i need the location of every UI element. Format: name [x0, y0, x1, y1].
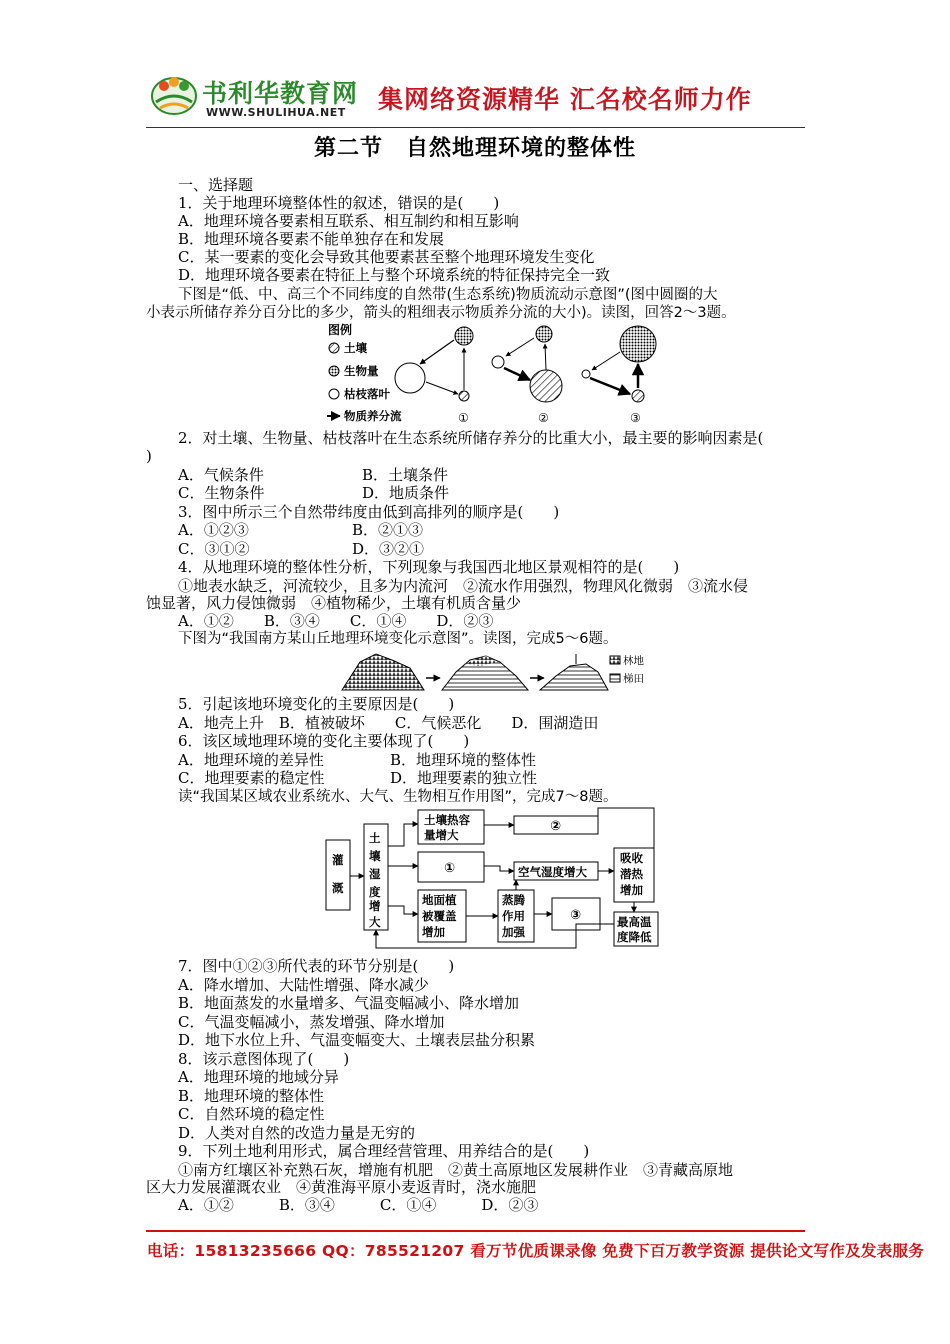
q2-stem-line1: 2．对土壤、生物量、枯枝落叶在生态系统所储存养分的比重大小，最主要的影响因素是( [178, 429, 764, 447]
evap-1: 蒸腾 [502, 893, 525, 907]
header-divider [146, 127, 805, 128]
brand-url[interactable]: WWW.SHULIHUA.NET [206, 106, 346, 119]
legend-terrace-swatch [610, 674, 620, 682]
legend-biomass: 生物量 [344, 364, 379, 378]
hill-1 [342, 654, 424, 690]
q7-option-a: A．降水增加、大陆性增强、降水减少 [178, 976, 429, 994]
soil-moisture-6: 大 [369, 915, 381, 929]
q1-option-b: B．地理环境各要素不能单独存在和发展 [178, 230, 445, 248]
q3-option-c: C．③①② [178, 540, 250, 558]
q1-option-a: A．地理环境各要素相互联系、相互制约和相互影响 [178, 212, 519, 230]
q9-options: A．①② B．③④ C．①④ D．②③ [178, 1196, 539, 1214]
brand-name: 书利华教育网 [202, 79, 359, 108]
d2-litter-circle [492, 356, 504, 368]
d1-litter-circle [395, 363, 425, 393]
soil-moisture-1: 土 [369, 831, 381, 845]
q8-option-b: B．地理环境的整体性 [178, 1087, 325, 1105]
q8-stem: 8．该示意图体现了( ) [178, 1050, 350, 1068]
q7-option-b: B．地面蒸发的水量增多、气温变幅减小、降水增加 [178, 994, 520, 1012]
legend-title: 图例 [328, 323, 353, 337]
q9-items-line2: 区大力发展灌溉农业 ④黄淮海平原小麦返青时，浇水施肥 [146, 1178, 537, 1196]
d2-soil-circle [530, 370, 562, 402]
d3-litter-circle [582, 370, 590, 378]
hill-change-figure [340, 648, 652, 694]
q7-option-d: D．地下水位上升、气温变幅变大、土壤表层盐分积累 [178, 1031, 536, 1049]
q4-options: A．①② B．③④ C．①④ D．②③ [178, 612, 494, 630]
veg-1: 地面植 [422, 893, 457, 907]
q8-option-a: A．地理环境的地域分异 [178, 1068, 339, 1086]
irrigation-2: 溉 [332, 881, 344, 895]
q3-option-b: B．②①③ [352, 521, 424, 539]
c3-label: ③ [570, 908, 582, 923]
q1-stem: 1．关于地理环境整体性的叙述，错误的是( ) [178, 194, 500, 212]
q9-items-line1: ①南方红壤区补充熟石灰，增施有机肥 ②黄土高原地区发展耕作业 ③青藏高原地 [178, 1161, 734, 1179]
q4-stem: 4．从地理环境的整体性分析，下列现象与我国西北地区景观相符的是( ) [178, 558, 680, 576]
hill-3 [540, 664, 608, 690]
absorb-3: 增加 [620, 883, 643, 897]
c1-label: ① [444, 861, 456, 876]
legend-terrace: 梯田 [623, 673, 644, 685]
q3-option-a: A．①②③ [178, 521, 249, 539]
d2-biomass-circle [536, 326, 552, 342]
q8-option-c: C．自然环境的稳定性 [178, 1105, 325, 1123]
legend-flow: 物质养分流 [344, 409, 402, 423]
d1-label: ① [458, 411, 469, 425]
veg-2: 被覆盖 [422, 909, 457, 923]
soil-moisture-3: 湿 [369, 867, 381, 881]
q4-items-line1: ①地表水缺乏，河流较少，且多为内流河 ②流水作用强烈，物理风化微弱 ③流水侵 [178, 577, 749, 595]
header-slogan: 集网络资源精华 汇名校名师力作 [378, 85, 752, 114]
evap-2: 作用 [502, 909, 525, 923]
page-title: 第二节 自然地理环境的整体性 [313, 136, 636, 161]
q7-stem: 7．图中①②③所代表的环节分别是( ) [178, 957, 455, 975]
q6-option-d: D．地理要素的独立性 [390, 769, 538, 787]
d1-biomass-circle [455, 327, 473, 345]
footer-divider [146, 1230, 805, 1232]
box-irrigation [326, 840, 350, 910]
q6-option-b: B．地理环境的整体性 [390, 751, 537, 769]
q6-option-c: C．地理要素的稳定性 [178, 769, 325, 787]
q8-option-d: D．人类对自然的改造力量是无穷的 [178, 1124, 416, 1142]
d1-soil-circle [459, 391, 469, 401]
intro-78: 读“我国某区域农业系统水、大气、生物相互作用图”，完成7～8题。 [178, 789, 618, 805]
maxtemp-2: 度降低 [617, 930, 652, 944]
q2-stem-line2: ) [146, 447, 152, 465]
intro-23-line1: 下图是“低、中、高三个不同纬度的自然带(生态系统)物质流动示意图”(图中圆圈的大 [178, 287, 718, 303]
q5-stem: 5．引起该地环境变化的主要原因是( ) [178, 695, 455, 713]
soil-moisture-2: 壤 [369, 849, 381, 863]
d3-soil-circle [632, 390, 644, 402]
irrigation-1: 灌 [332, 853, 344, 867]
section-heading: 一、选择题 [178, 176, 254, 194]
d2-label: ② [538, 411, 549, 425]
legend-forest: 林地 [623, 655, 644, 667]
soil-moisture-5: 增 [369, 899, 381, 913]
legend-biomass-swatch [329, 366, 339, 376]
logo-emblem-icon [150, 72, 198, 116]
q3-stem: 3．图中所示三个自然带纬度由低到高排列的顺序是( ) [178, 503, 560, 521]
legend-soil-swatch [329, 343, 339, 353]
q2-option-b: B．土壤条件 [362, 466, 449, 484]
q6-stem: 6．该区域地理环境的变化主要体现了( ) [178, 732, 470, 750]
q6-option-a: A．地理环境的差异性 [178, 751, 324, 769]
intro-23-line2: 小表示所储存养分百分比的多少，箭头的粗细表示物质养分流的大小)。读图，回答2～3题。 [146, 305, 736, 321]
c2-label: ② [550, 819, 562, 834]
q2-option-d: D．地质条件 [362, 484, 450, 502]
absorb-2: 潜热 [620, 867, 643, 881]
site-logo [150, 68, 370, 124]
legend-litter-swatch [329, 389, 339, 399]
q1-option-c: C．某一要素的变化会导致其他要素甚至整个地理环境发生变化 [178, 248, 595, 266]
intro-56: 下图为“我国南方某山丘地理环境变化示意图”。读图，完成5～6题。 [178, 631, 618, 647]
veg-3: 增加 [422, 925, 445, 939]
nutrient-flow-figure [322, 320, 662, 428]
q3-option-d: D．③②① [352, 540, 425, 558]
heat-cap-1: 土壤热容 [424, 813, 470, 827]
maxtemp-1: 最高温 [617, 915, 652, 929]
footer-contact: 电话：15813235666 QQ：785521207 看万节优质课录像 免费下百万教学资源 提供论文写作及发表服务 [147, 1242, 925, 1260]
q2-option-a: A．气候条件 [178, 466, 264, 484]
agri-system-diagram [324, 806, 660, 954]
d3-biomass-circle [620, 326, 656, 362]
heat-cap-2: 量增大 [424, 828, 459, 842]
q4-items-line2: 蚀显著，风力侵蚀微弱 ④植物稀少，土壤有机质含量少 [146, 594, 522, 612]
q1-option-d: D．地理环境各要素在特征上与整个环境系统的特征保持完全一致 [178, 266, 611, 284]
legend-litter: 枯枝落叶 [344, 387, 390, 401]
absorb-1: 吸收 [620, 851, 643, 865]
q9-stem: 9．下列土地利用形式，属合理经营管理、用养结合的是( ) [178, 1142, 590, 1160]
air-humidity-label: 空气湿度增大 [518, 865, 587, 879]
soil-moisture-4: 度 [369, 885, 381, 899]
q7-option-c: C．气温变幅减小，蒸发增强、降水增加 [178, 1013, 445, 1031]
q5-options: A．地壳上升 B．植被破坏 C．气候恶化 D．围湖造田 [178, 714, 599, 732]
legend-soil: 土壤 [344, 341, 367, 355]
evap-3: 加强 [502, 925, 525, 939]
d3-label: ③ [630, 411, 641, 425]
legend-forest-swatch [610, 656, 620, 664]
q2-option-c: C．生物条件 [178, 484, 265, 502]
